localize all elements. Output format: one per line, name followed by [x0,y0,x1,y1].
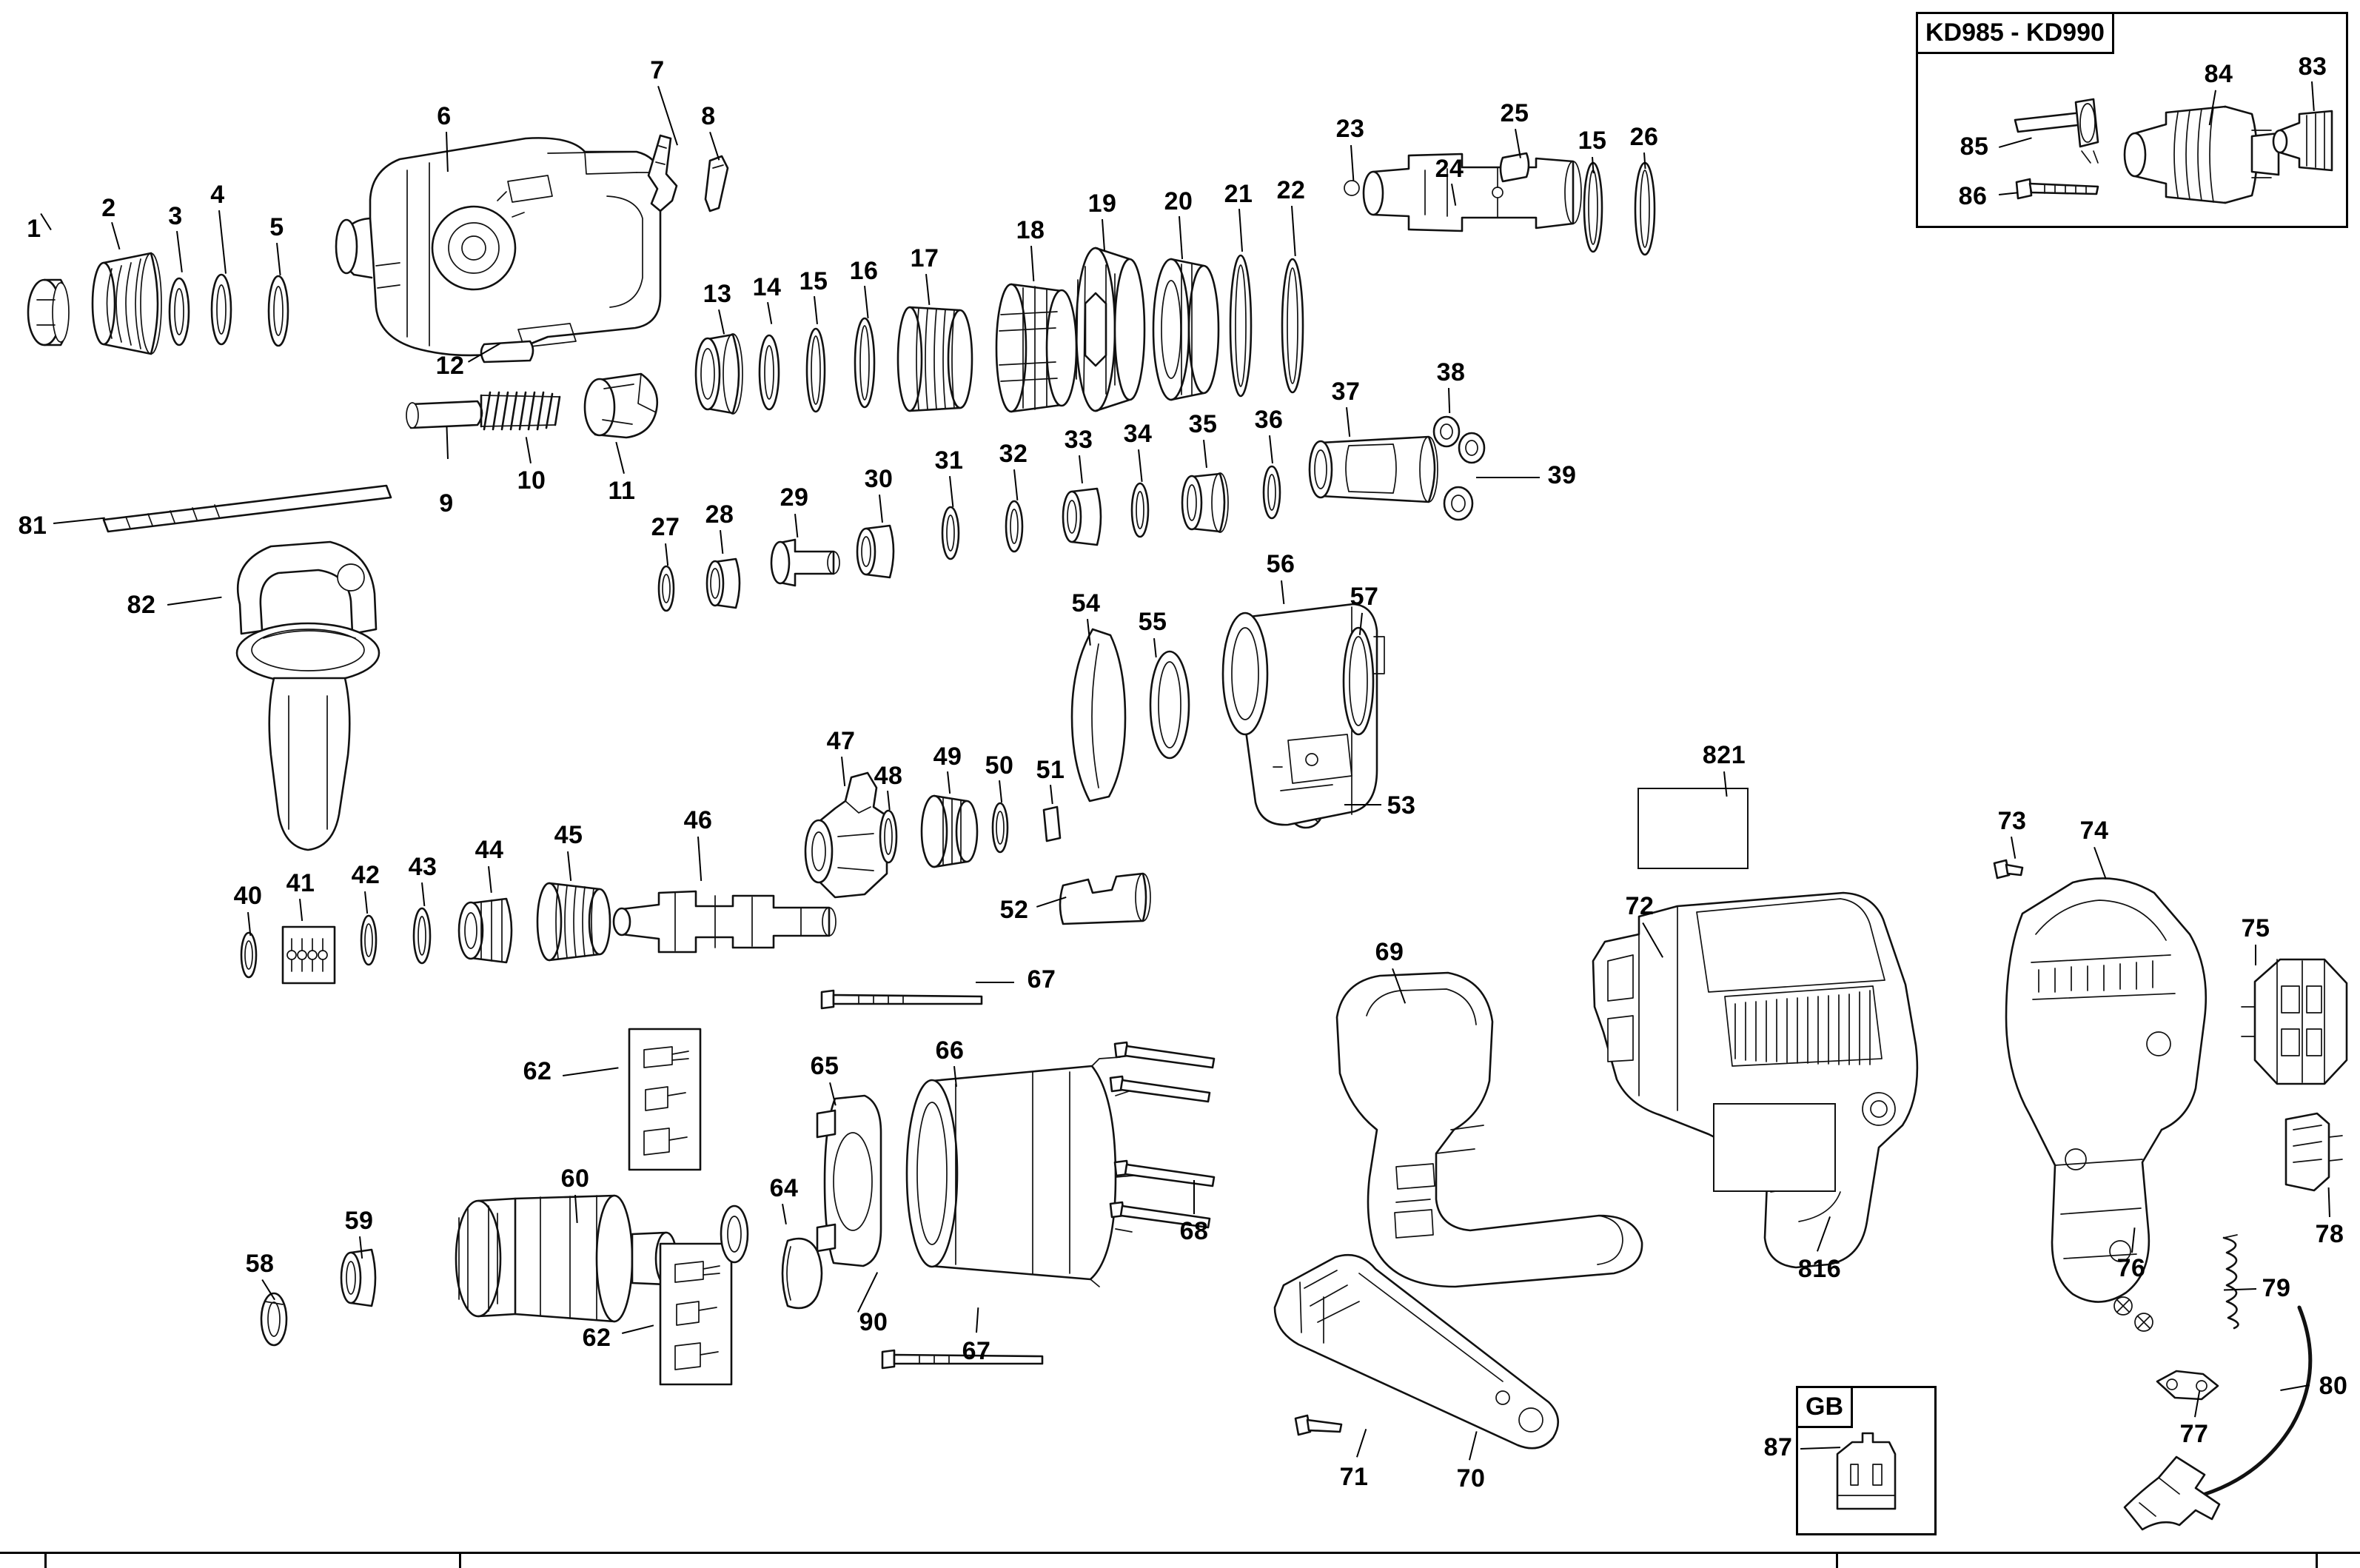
callout-86: 86 [1958,182,1988,210]
callout-56: 56 [1266,550,1295,578]
callout-29: 29 [780,483,809,512]
part-32-washer [998,497,1030,555]
part-47-yoke [794,763,934,925]
leader-42 [364,891,368,914]
callout-79: 79 [2262,1274,2291,1302]
part-24-spindle [1351,141,1588,252]
callout-54: 54 [1071,589,1101,617]
callout-74: 74 [2079,817,2109,845]
leader-67b [976,1307,979,1333]
callout-26: 26 [1629,123,1659,151]
footer-rule [0,1552,2360,1554]
leader-2 [111,222,120,249]
callout-28: 28 [705,500,734,529]
leader-62 [563,1067,619,1076]
part-83-adapter [2268,95,2350,191]
callout-62b: 62 [582,1324,611,1352]
callout-68: 68 [1179,1217,1209,1245]
part-27-washer [651,563,681,614]
part-11-knob [570,366,666,448]
part-14-washer [751,332,788,413]
callout-8: 8 [701,102,716,130]
callout-69: 69 [1375,938,1404,966]
callout-83: 83 [2298,53,2327,81]
leader-43 [421,882,425,906]
callout-87: 87 [1763,1433,1793,1461]
leader-16 [864,286,869,318]
leader-38 [1448,388,1450,413]
leader-18 [1030,246,1034,281]
part-43-washer [406,905,438,967]
callout-5: 5 [269,213,284,241]
part-86-screw [2011,170,2114,207]
footer-tick-4 [2316,1552,2318,1568]
callout-73: 73 [1997,807,2027,835]
callout-32: 32 [999,440,1028,468]
callout-52: 52 [999,896,1029,924]
part-26-oring [1626,159,1664,259]
part-55-ring [1140,646,1199,764]
leader-64 [782,1204,787,1224]
leader-35 [1203,440,1207,468]
callout-81: 81 [18,512,47,540]
callout-33: 33 [1064,426,1093,454]
part-74-housing-half [1984,866,2236,1325]
leader-53 [1344,804,1381,805]
callout-50: 50 [985,751,1014,780]
callout-36: 36 [1254,406,1284,434]
callout-82: 82 [127,591,156,619]
callout-72: 72 [1625,892,1655,920]
part-7-lever [638,130,690,226]
callout-816: 816 [1797,1255,1842,1283]
part-3-washer [161,278,197,346]
part-15b-oring [1575,159,1611,255]
callout-84: 84 [2204,60,2233,88]
callout-49: 49 [933,743,962,771]
callout-76: 76 [2116,1254,2146,1282]
part-44-bearing [450,890,532,971]
part-25-pin [1494,144,1538,189]
leader-67 [976,982,1014,983]
leader-33 [1079,455,1083,483]
callout-41: 41 [286,869,315,897]
callout-60: 60 [560,1165,590,1193]
part-72-assembled-tool [1577,874,1991,1288]
part-87-plug [1818,1427,1914,1524]
part-28-bush [702,552,754,615]
callout-25: 25 [1500,99,1529,127]
callout-37: 37 [1331,378,1361,406]
part-4-washer [204,274,239,345]
callout-2: 2 [101,194,116,222]
part-13-bushing [687,326,757,422]
callout-70: 70 [1456,1464,1486,1492]
callout-30: 30 [864,465,894,493]
part-31-washer [934,503,967,563]
callout-6: 6 [437,102,452,130]
callout-7: 7 [650,56,665,84]
leader-36 [1269,435,1273,463]
callout-23: 23 [1335,115,1365,143]
callout-15: 15 [799,267,828,295]
part-16-oring [845,315,884,411]
callout-34: 34 [1123,420,1153,448]
part-22-oring [1272,255,1313,396]
callout-48: 48 [874,762,903,790]
leader-75 [2255,945,2256,965]
callout-20: 20 [1164,187,1193,215]
part-78-terminal [2271,1103,2353,1207]
callout-13: 13 [703,280,732,308]
part-8-pin [700,152,744,218]
callout-57: 57 [1350,583,1379,611]
callout-31: 31 [934,446,964,475]
part-48-washer [872,807,905,866]
callout-27: 27 [651,513,680,541]
leader-15 [814,296,818,324]
callout-64: 64 [769,1174,799,1202]
footer-tick-3 [1836,1552,1838,1568]
leader-32 [1013,469,1018,500]
part-71-screw [1288,1407,1355,1451]
callout-59: 59 [344,1207,374,1235]
part-59-bearing [335,1241,394,1315]
callout-67b: 67 [962,1337,991,1365]
leader-5 [276,243,281,275]
leader-22 [1291,206,1296,256]
callout-3: 3 [168,202,183,230]
leader-28 [720,530,723,554]
part-30-bush [851,518,911,585]
callout-10: 10 [517,466,546,495]
leader-90 [857,1272,878,1313]
part-5-washer [261,275,296,346]
callout-46: 46 [683,806,713,834]
leader-21 [1238,209,1243,252]
part-29-bolt [762,529,844,596]
callout-821: 821 [1702,741,1746,769]
part-15-oring [798,326,834,415]
footer-tick-1 [44,1552,47,1568]
part-17-spring-sleeve [892,300,981,418]
part-52-fork [1051,866,1155,933]
callout-18: 18 [1016,216,1045,244]
leader-31 [949,476,953,507]
callout-71: 71 [1339,1463,1369,1491]
callout-90: 90 [859,1308,888,1336]
part-67-screw-top [814,985,992,1014]
callout-16: 16 [849,257,879,285]
callout-44: 44 [475,836,504,864]
callout-17: 17 [910,244,939,272]
part-40-washer [234,929,264,981]
callout-67: 67 [1027,965,1056,994]
part-62-brush-upper [620,1022,709,1177]
part-19-gear [1066,244,1155,415]
callout-39: 39 [1547,461,1577,489]
callout-55: 55 [1138,608,1167,636]
leader-14 [767,302,772,324]
callout-65: 65 [810,1052,839,1080]
footer-tick-2 [459,1552,461,1568]
callout-22: 22 [1276,176,1306,204]
part-49-pinion [915,791,989,872]
part-50-washer [985,800,1016,856]
part-1-cap [22,278,81,348]
leader-39 [1476,477,1540,478]
part-816-label [1713,1103,1836,1192]
callout-9: 9 [439,489,454,517]
callout-11: 11 [608,477,636,505]
callout-1: 1 [27,215,41,243]
callout-51: 51 [1036,756,1065,784]
callout-66: 66 [935,1036,965,1065]
callout-40: 40 [233,882,263,910]
callout-4: 4 [210,181,225,209]
callout-75: 75 [2241,914,2270,942]
callout-47: 47 [826,727,856,755]
part-21-oring [1220,252,1261,400]
part-41-brush-plate [272,918,346,992]
callout-19: 19 [1087,190,1117,218]
callout-85: 85 [1960,133,1989,161]
part-20-ring-gear [1147,255,1229,403]
callout-58: 58 [245,1250,275,1278]
callout-38: 38 [1436,358,1466,386]
leader-10 [526,437,532,463]
callout-45: 45 [554,821,583,849]
leader-4 [218,210,227,274]
callout-12: 12 [435,352,465,380]
part-82-side-handle [200,533,407,859]
leader-68 [1193,1180,1195,1214]
leader-20 [1179,216,1183,259]
part-821-label [1637,788,1749,869]
leader-1 [40,213,51,230]
callout-21: 21 [1224,180,1253,208]
callout-78: 78 [2315,1220,2344,1248]
callout-53: 53 [1387,791,1416,820]
part-36-washer [1256,463,1288,522]
part-64-washer [712,1201,757,1267]
model-box-title: KD985 - KD990 [1918,14,2114,54]
part-57-oring [1332,622,1384,740]
part-35-bush [1176,465,1242,539]
part-90-cap [770,1229,837,1318]
part-33-bush [1057,481,1116,552]
callout-15b: 15 [1578,127,1607,155]
leader-44 [488,866,492,893]
callout-14: 14 [752,273,782,301]
callout-42: 42 [351,861,381,889]
callout-43: 43 [408,853,438,881]
part-38-rings [1429,403,1495,470]
part-39-ring [1435,478,1486,529]
callout-35: 35 [1188,410,1218,438]
part-10-spring [474,385,570,437]
callout-24: 24 [1435,155,1464,183]
plug-box-title: GB [1798,1388,1853,1428]
leader-34 [1138,449,1143,482]
callout-80: 80 [2319,1372,2348,1400]
leader-45 [567,851,571,881]
part-54-gasket [1054,622,1143,807]
callout-77: 77 [2179,1420,2209,1448]
part-42-washer [354,912,383,968]
part-34-washer [1124,480,1156,540]
part-75-switch [2236,949,2360,1105]
callout-62: 62 [523,1057,552,1085]
